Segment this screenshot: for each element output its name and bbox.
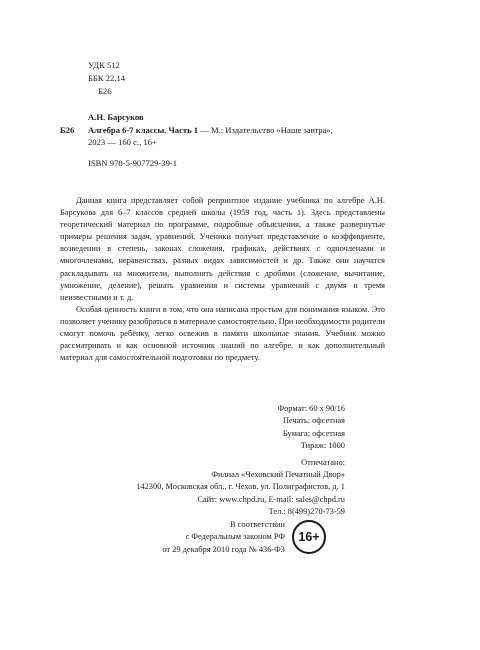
isbn-row xyxy=(60,157,390,170)
printed-label: Отпечатано: xyxy=(301,457,345,467)
printer-name: Филиал «Чеховский Печатный Двор» xyxy=(211,470,345,480)
year-line: 2023 — 160 с., 16+ xyxy=(88,137,157,148)
title-row xyxy=(60,124,390,137)
book-title: Алгебра 6-7 классы. Часть 1 xyxy=(88,124,199,135)
print-line: Печать: офсетная xyxy=(282,416,345,426)
author-row xyxy=(60,111,390,124)
title-line xyxy=(88,124,390,137)
year-row xyxy=(60,136,390,149)
printer-address: 142300, Московская обл., г. Чехов, ул. Полиграфистов, д. 1 xyxy=(136,482,345,492)
publisher-line: — М.: Издательство «Наше завтра», xyxy=(198,124,333,135)
law-line-3: от 29 декабря 2010 года № 436-ФЗ xyxy=(162,544,285,554)
author-name: А.Н. Барсуков xyxy=(88,112,144,122)
record-code: Б26 xyxy=(60,124,75,135)
paper-line: Бумага: офсетная xyxy=(282,428,345,438)
annotation-paragraph-1: Данная книга представляет собой репринтное издание учебника по алгебре А.Н. Барсукова для 6–7 классов средней школы (1959 год, часть 1). Здесь представлены теоретический материал по программе, подробные объяснения, а также развернутые примеры решения задач, уравнений. Ученики получат представление о коэффициенте, возведении в степень, законах сложения, графиках, действиях с одночленами и многочленами, неравенствах, разных видах зависимостей и др. Также они научатся раскладывать на множители, выполнять действия с дробями (сложение, вычитание, умножение, деление), решать уравнения и системы уравнений с двумя и тремя неизвестными и т. д. xyxy=(60,196,385,302)
author-mark: Б26 xyxy=(98,85,112,96)
format-line: Формат: 60 x 90/16 xyxy=(277,404,345,413)
law-notice xyxy=(140,519,285,556)
printer-contacts: Сайт: www.chpd.ru, E-mail: sales@chpd.ru xyxy=(197,494,345,504)
annotation-paragraph-2: Особая ценность книги в том, что она написана простым для понимания языком. Это позволяет ученику разобраться в материале самостоятельно. При необходимости родители смогут помочь ребёнку, легко освежив в памяти школьные знания. Учебник можно рассматривать и как основной источник знаний по алгебре, и как дополнительный материал для самостоятельной подготовки по предмету. xyxy=(60,304,385,363)
printer-phone: Тел.: 8(499)270-73-59 xyxy=(268,507,345,517)
law-line-2: с Федеральным законом РФ xyxy=(185,532,285,542)
isbn: ISBN 978-5-907729-39-1 xyxy=(88,157,178,168)
bbk-code: ББК 22.14 xyxy=(88,72,126,83)
bibliographic-record xyxy=(60,111,390,169)
age-rating-badge xyxy=(292,520,326,554)
annotation xyxy=(60,195,385,364)
circulation-line: Тираж: 1000 xyxy=(300,441,345,451)
age-rating-text: 16+ xyxy=(298,530,320,544)
classification-block xyxy=(88,59,125,97)
print-details xyxy=(100,403,345,519)
law-line-1: В соответствии xyxy=(229,520,285,529)
udk-code: УДК 512 xyxy=(88,60,120,70)
